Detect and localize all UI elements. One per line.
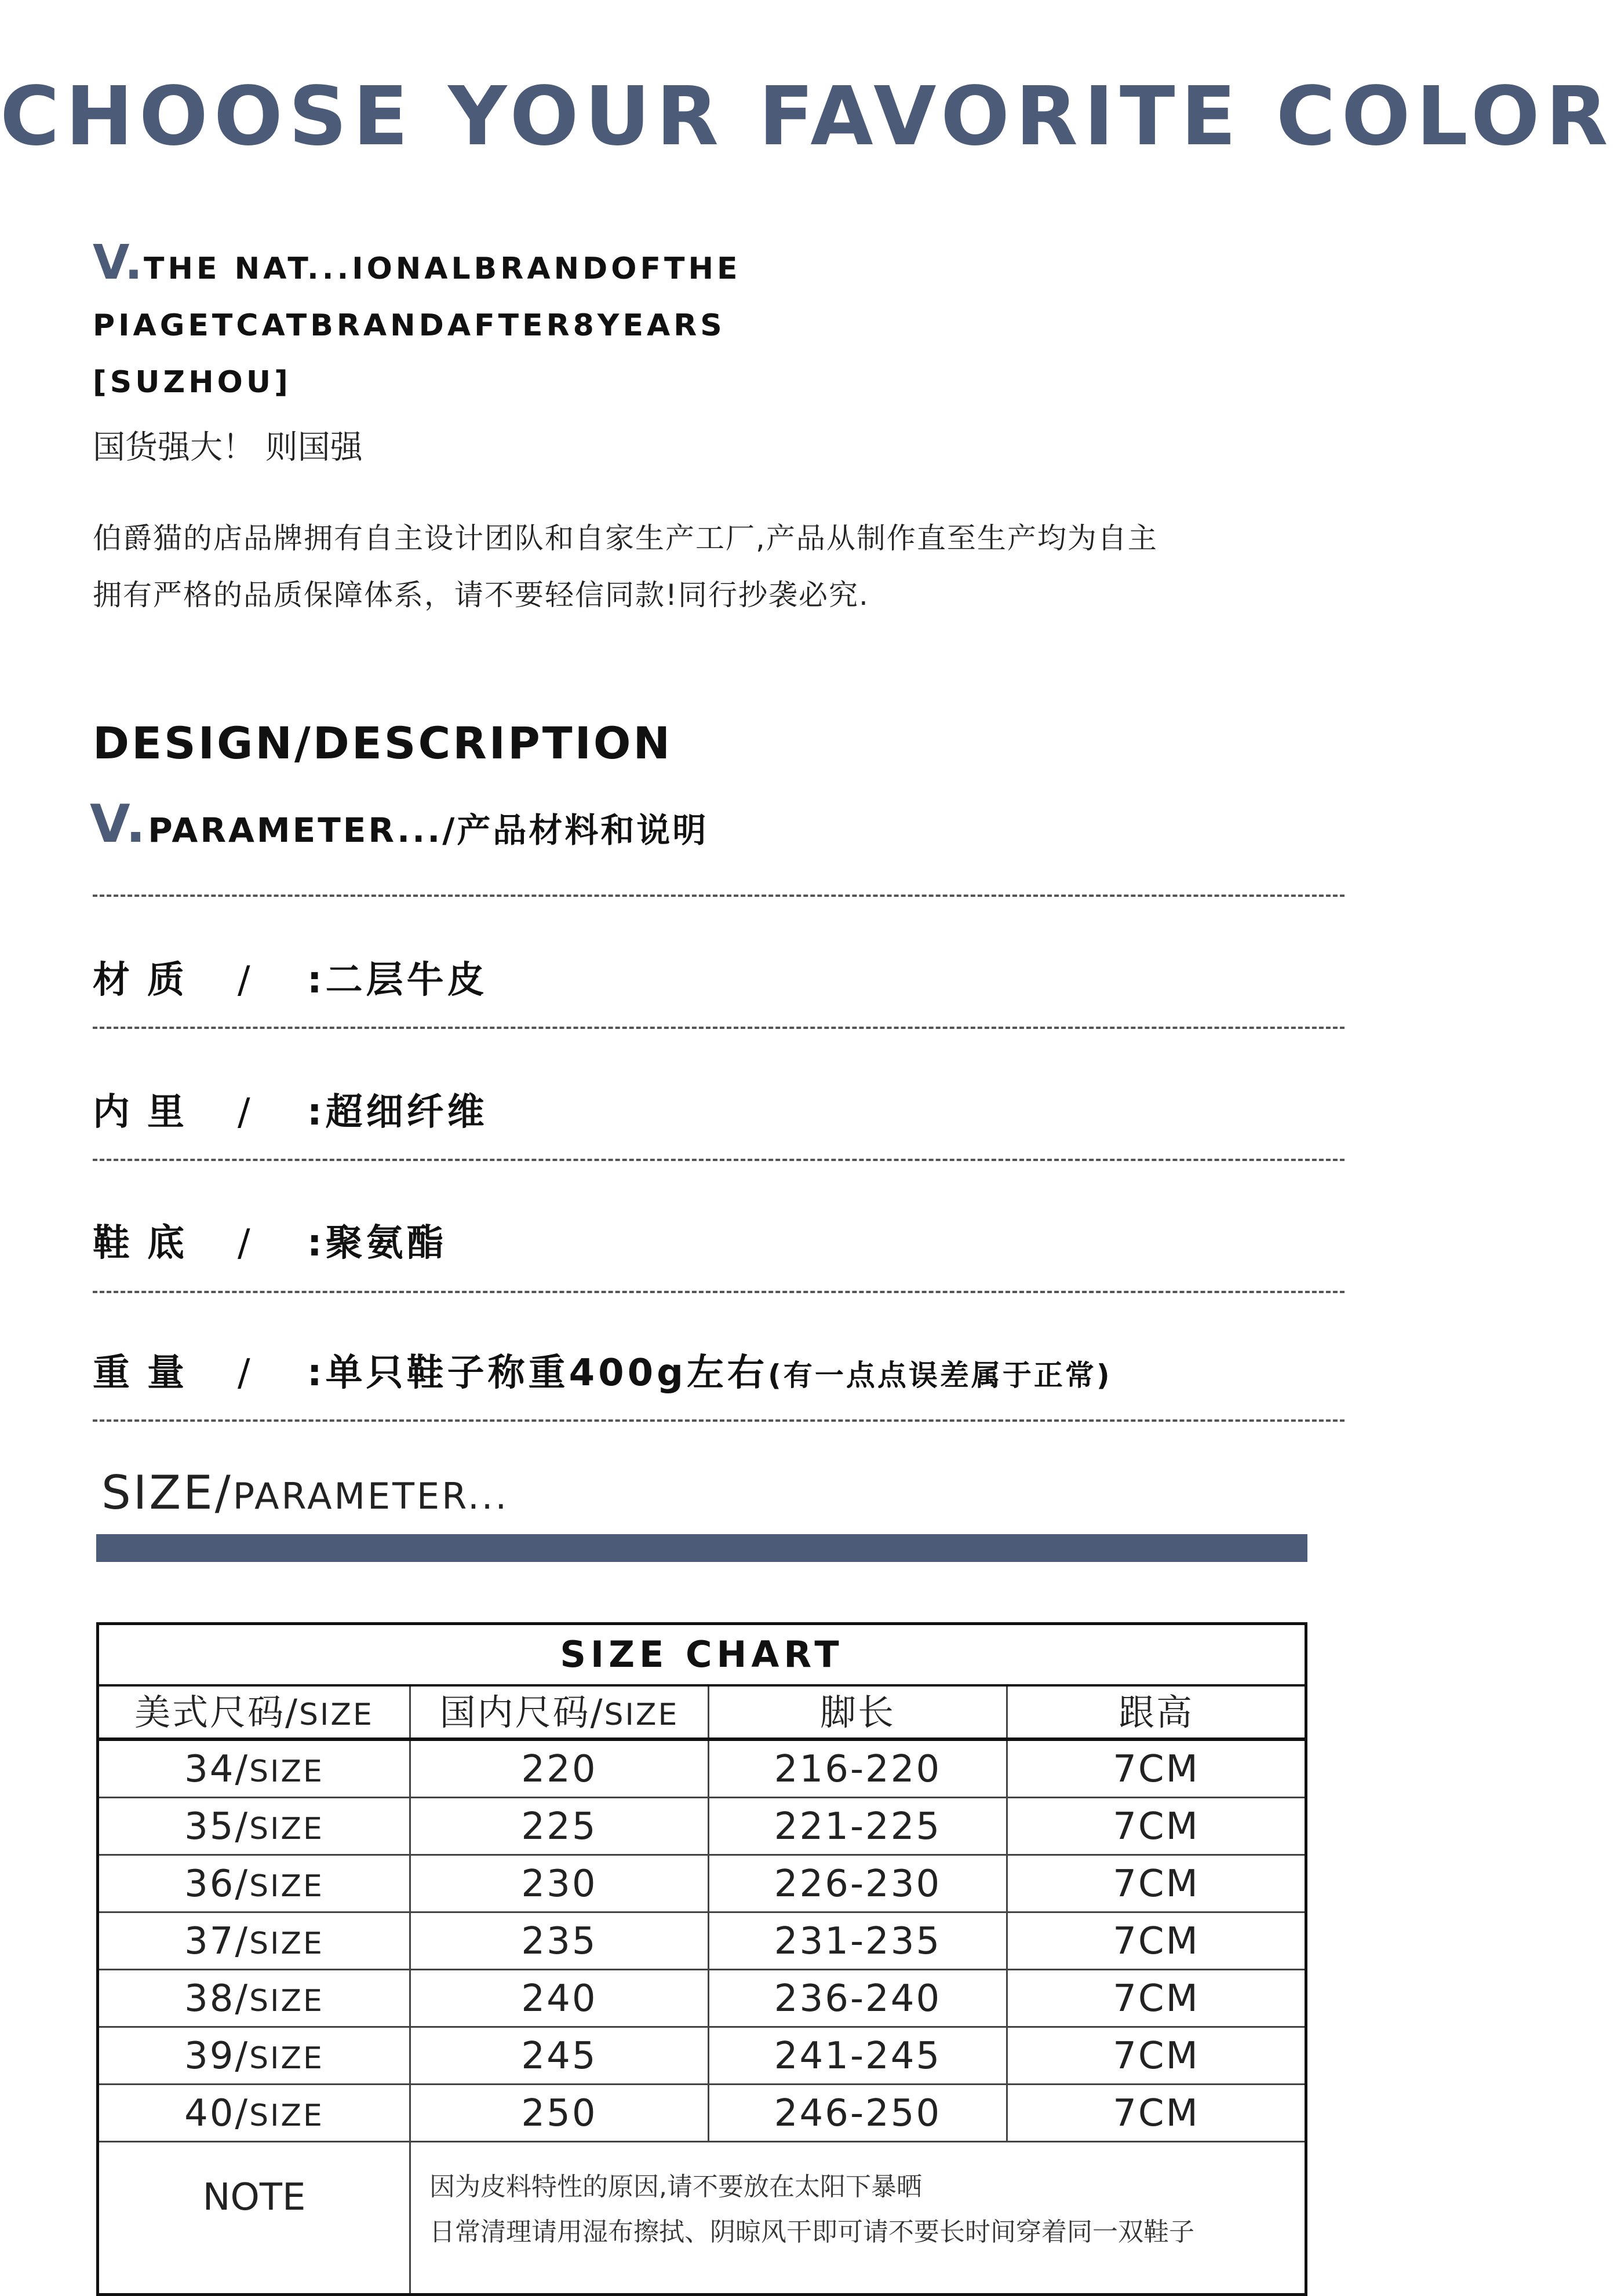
parameter-text: PARAMETER.../产品材料和说明 (148, 811, 709, 850)
us-size-num: 35/ (184, 1805, 250, 1848)
heel-height-cell: 7CM (1113, 1863, 1200, 1906)
us-size-unit: SIZE (249, 1812, 324, 1846)
spec-slash: / (238, 1352, 250, 1395)
size-title-big: SIZE/ (101, 1466, 233, 1520)
spec-label: 材质 (93, 959, 202, 1002)
size-accent-bar (96, 1534, 1307, 1562)
spec-row-lining (93, 1082, 1368, 1136)
brand-block (93, 235, 741, 411)
heel-height-cell: 7CM (1113, 1805, 1200, 1848)
spec-value: :超细纤维 (307, 1091, 488, 1134)
foot-length-cell: 221-225 (709, 1798, 1008, 1854)
brand-line-3: [SUZHOU] (93, 365, 292, 400)
size-chart-title: SIZE CHART (99, 1625, 1305, 1687)
table-row (99, 2085, 1305, 2142)
heel-height-cell: 7CM (1113, 2035, 1200, 2078)
size-chart-table (96, 1622, 1307, 2296)
brand-line-1-text: THE NAT...IONALBRANDOFTHE (144, 251, 741, 286)
spec-slash: / (238, 1222, 250, 1265)
us-size-unit: SIZE (249, 1869, 324, 1904)
parameter-heading (90, 794, 708, 855)
us-size-unit: SIZE (249, 2041, 324, 2076)
note-line-1: 因为皮料特性的原因,请不要放在太阳下暴晒 (429, 2172, 922, 2202)
us-size-cell (99, 2085, 411, 2141)
cn-size-cell: 225 (411, 1798, 709, 1854)
divider (93, 1159, 1345, 1161)
foot-length-cell: 241-245 (709, 2028, 1008, 2083)
header-heel-height: 跟高 (1118, 1691, 1194, 1733)
headline: CHOOSE YOUR FAVORITE COLOR (0, 70, 1614, 164)
design-title: DESIGN/DESCRIPTION (93, 717, 673, 769)
divider (93, 895, 1345, 897)
heel-height-cell: 7CM (1113, 2092, 1200, 2135)
divider (93, 1291, 1345, 1293)
us-size-num: 40/ (184, 2092, 250, 2135)
parameter-v-mark: V. (90, 794, 148, 855)
spec-label: 鞋底 (93, 1222, 202, 1265)
header-cn-size-cn: 国内尺码/ (439, 1691, 604, 1733)
us-size-unit: SIZE (249, 1984, 324, 2018)
header-us-size-cn: 美式尺码/ (134, 1691, 300, 1733)
slogan: 国货强大！ 则国强 (93, 429, 363, 466)
brand-line-1 (93, 235, 741, 297)
cn-size-cell: 245 (411, 2028, 709, 2083)
foot-length-cell: 231-235 (709, 1913, 1008, 1969)
divider (93, 1027, 1345, 1029)
heel-height-cell: 7CM (1113, 1748, 1200, 1791)
size-chart-body (99, 1741, 1305, 2142)
description-line-2: 拥有严格的品质保障体系，请不要轻信同款!同行抄袭必究. (93, 578, 869, 612)
cn-size-cell: 240 (411, 1970, 709, 2026)
table-row (99, 1798, 1305, 1856)
us-size-cell (99, 1798, 411, 1854)
cn-size-cell: 220 (411, 1741, 709, 1797)
header-cn-size-en: SIZE (604, 1698, 679, 1732)
foot-length-cell: 246-250 (709, 2085, 1008, 2141)
us-size-num: 39/ (184, 2035, 250, 2078)
spec-value: :二层牛皮 (307, 959, 488, 1002)
spec-row-material (93, 950, 1368, 1003)
note-text (411, 2142, 1194, 2293)
us-size-unit: SIZE (249, 1926, 324, 1961)
cn-size-cell: 230 (411, 1856, 709, 1911)
us-size-unit: SIZE (249, 1754, 324, 1789)
us-size-num: 37/ (184, 1920, 250, 1963)
brand-line-2: PIAGETCATBRANDAFTER8YEARS (93, 308, 726, 343)
spec-value: :聚氨酯 (307, 1222, 447, 1265)
cn-size-cell: 250 (411, 2085, 709, 2141)
us-size-cell (99, 1856, 411, 1911)
header-cn-size (411, 1687, 709, 1737)
cn-size-cell: 235 (411, 1913, 709, 1969)
table-row (99, 2028, 1305, 2085)
us-size-cell (99, 2028, 411, 2083)
spec-note: (有一点点误差属于正常) (768, 1359, 1112, 1392)
us-size-num: 36/ (184, 1863, 250, 1906)
us-size-cell (99, 1741, 411, 1797)
spec-row-weight (93, 1343, 1368, 1396)
size-section-title (101, 1466, 509, 1520)
spec-value: :单只鞋子称重400g左右 (307, 1352, 768, 1395)
us-size-cell (99, 1970, 411, 2026)
table-row (99, 1856, 1305, 1913)
divider (93, 1419, 1345, 1422)
note-label: NOTE (99, 2142, 411, 2293)
size-chart-header-row (99, 1687, 1305, 1741)
spec-row-sole (93, 1213, 1368, 1266)
header-us-size (99, 1687, 411, 1737)
size-title-small: PARAMETER... (232, 1475, 509, 1517)
description-line-1: 伯爵猫的店品牌拥有自主设计团队和自家生产工厂,产品从制作直至生产均为自主 (93, 521, 1158, 555)
foot-length-cell: 226-230 (709, 1856, 1008, 1911)
spec-label: 重量 (93, 1352, 202, 1395)
heel-height-cell: 7CM (1113, 1977, 1200, 2020)
spec-slash: / (238, 959, 250, 1002)
header-us-size-en: SIZE (299, 1698, 374, 1732)
brand-description (93, 510, 1158, 623)
note-row (99, 2142, 1305, 2293)
us-size-cell (99, 1913, 411, 1969)
spec-label: 内里 (93, 1091, 202, 1134)
note-line-2: 日常清理请用湿布擦拭、阴晾风干即可请不要长时间穿着同一双鞋子 (429, 2217, 1194, 2247)
us-size-num: 34/ (184, 1748, 250, 1791)
heel-height-cell: 7CM (1113, 1920, 1200, 1963)
table-row (99, 1741, 1305, 1798)
foot-length-cell: 216-220 (709, 1741, 1008, 1797)
us-size-num: 38/ (184, 1977, 250, 2020)
foot-length-cell: 236-240 (709, 1970, 1008, 2026)
spec-slash: / (238, 1091, 250, 1134)
header-foot-length: 脚长 (709, 1687, 1008, 1737)
table-row (99, 1970, 1305, 2028)
brand-v-mark: V. (93, 235, 144, 290)
us-size-unit: SIZE (249, 2098, 324, 2133)
table-row (99, 1913, 1305, 1970)
